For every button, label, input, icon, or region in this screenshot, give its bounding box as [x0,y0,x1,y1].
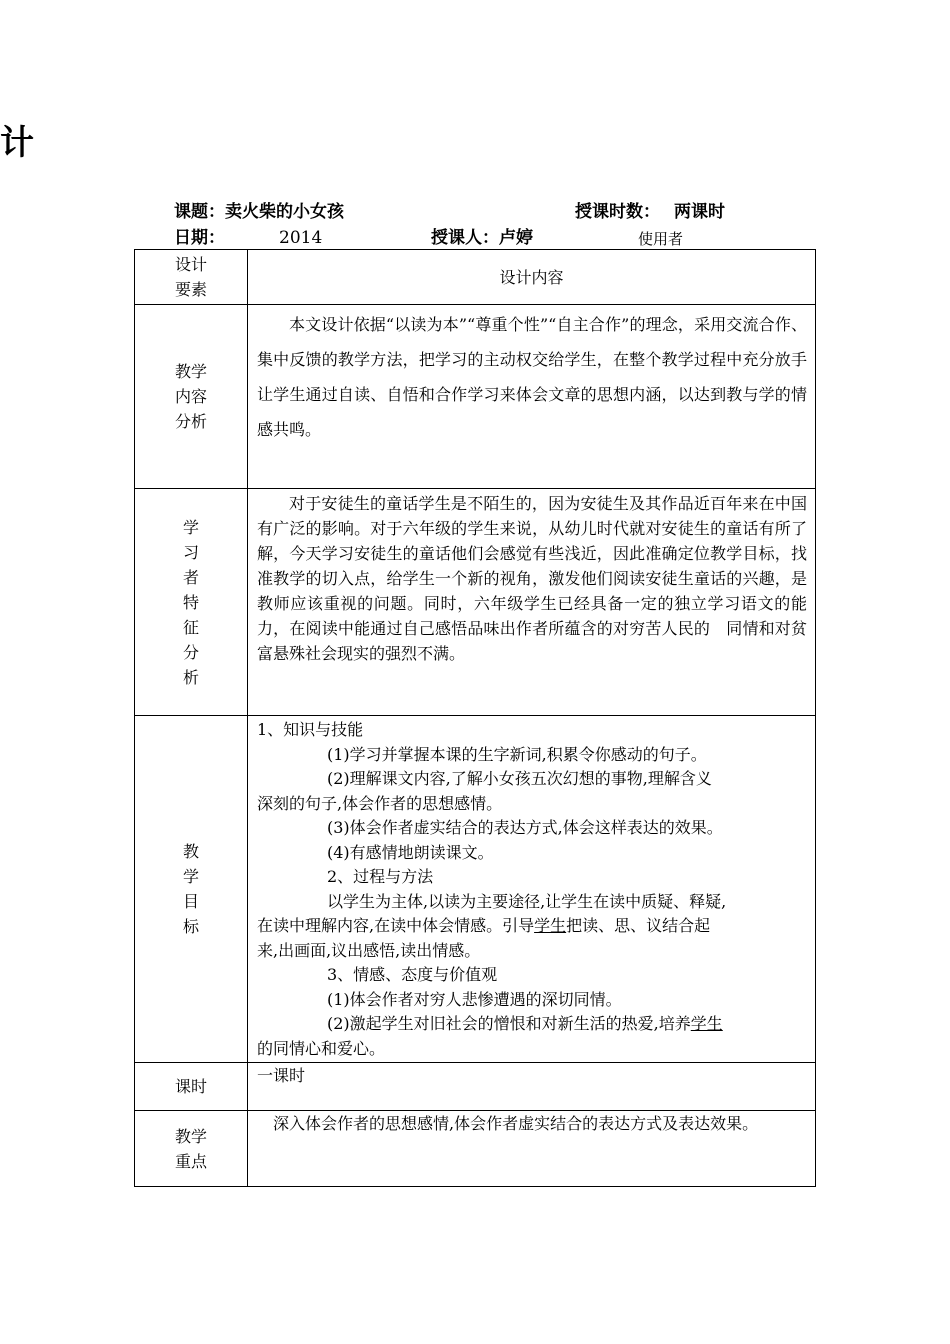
goals-label: 教学目标 [182,842,199,936]
keypoint-row [135,1111,816,1187]
learner-text: 对于安徒生的童话学生是不陌生的，因为安徒生及其作品近百年来在中国有广泛的影响。对于六年级的学生来说，从幼儿时代就对安徒生的童话有所了解，今天学习安徒生的童话他们会感觉有些浅近，因此准确定位教学目标，找准教学的切入点，给学生一个新的视角，激发他们阅读安徒生童话的兴趣，是教师应该重视的问题。同时，六年级学生已经具备一定的独立学习语文的能力，在阅读中能通过自己感悟品味出作者所蕴含的对穷苦人民的 同情和对贫富悬殊社会现实的强烈不满。 [257,494,807,663]
process-line-2-text: 在读中理解内容,在读中体会情感。引导 [257,916,535,935]
date-value: 2014 [279,228,323,248]
goal-item-4: (4)有感情地朗读课文。 [327,842,494,862]
process-line-2-end: 把读、思、议结合起 [566,916,711,935]
period-row [135,1063,816,1111]
goals-content-cell [248,716,816,1063]
period-content-cell [248,1063,816,1111]
analysis-row [135,305,816,489]
goal-heading-knowledge: 1、知识与技能 [257,720,364,739]
analysis-label-cell [135,305,248,489]
hours-line [575,202,725,222]
hours-value: 两课时 [674,202,725,222]
teacher-value: 卢婷 [499,228,533,248]
process-line-1: 以学生为主体,以读为主要途径,让学生在读中质疑、释疑, [327,891,727,911]
emotion-item-2-text: (2)激起学生对旧社会的憎恨和对新生活的热爱,培养 [327,1014,691,1033]
goals-row [135,716,816,1063]
emotion-underlined-students: 学生 [690,1014,723,1033]
header-design-elements: 设计 要素 [174,255,207,299]
header-left-cell [135,250,248,305]
learner-label: 学习者特征分析 [182,517,199,687]
goals-label-cell [135,716,248,1063]
analysis-text: 本文设计依据“以读为本”“尊重个性”“自主合作”的理念，采用交流合作、集中反馈的教学方法，把学习的主动权交给学生，在整个教学过程中充分放手让学生通过自读、自悟和合作学习来体会文章的思想内涵，以达到教与学的情感共鸣。 [257,315,807,439]
emotion-item-1: (1)体会作者对穷人悲惨遭遇的深切同情。 [327,989,622,1009]
emotion-item-2 [257,1012,807,1037]
keypoint-content-cell [248,1111,816,1187]
teacher-line [431,228,533,248]
topic-value: 卖火柴的小女孩 [225,202,344,222]
process-line-2 [257,914,807,939]
analysis-label: 教学 内容 分析 [174,362,207,431]
goal-item-2b: 深刻的句子,体会作者的思想感情。 [257,793,503,813]
teacher-label: 授课人： [431,228,499,248]
emotion-item-2-end: 的同情心和爱心。 [257,1038,386,1058]
keypoint-label: 教学 重点 [174,1126,207,1171]
process-line-3: 来,出画面,议出感悟,读出情感。 [257,940,481,960]
header-row [135,250,816,305]
date-label: 日期： [174,228,225,248]
page-title: 计 [0,123,34,163]
goal-item-3: (3)体会作者虚实结合的表达方式,体会这样表达的效果。 [327,818,723,837]
keypoint-text: 深入体会作者的思想感情,体会作者虚实结合的表达方式及表达效果。 [273,1114,759,1133]
user-label: 使用者 [638,230,684,248]
header-right-cell [248,250,816,305]
goal-item-2a: (2)理解课文内容,了解小女孩五次幻想的事物,理解含义 [327,769,712,788]
learner-row [135,489,816,716]
goal-item-1: (1)学习并掌握本课的生字新词,积累令你感动的句子。 [327,744,707,764]
goal-heading-emotion: 3、情感、态度与价值观 [327,965,498,984]
period-label: 课时 [174,1077,207,1096]
period-label-cell [135,1063,248,1111]
topic-label: 课题： [174,202,225,222]
period-text: 一课时 [257,1066,306,1085]
hours-label: 授课时数： [575,202,660,222]
keypoint-label-cell [135,1111,248,1187]
topic-line [174,202,344,222]
analysis-content-cell [248,305,816,489]
header-design-content: 设计内容 [499,267,564,287]
learner-content-cell [248,489,816,716]
learner-label-cell [135,489,248,716]
process-underlined-students: 学生 [534,916,567,935]
lesson-design-table [134,249,816,1187]
goal-heading-process: 2、过程与方法 [327,867,434,886]
